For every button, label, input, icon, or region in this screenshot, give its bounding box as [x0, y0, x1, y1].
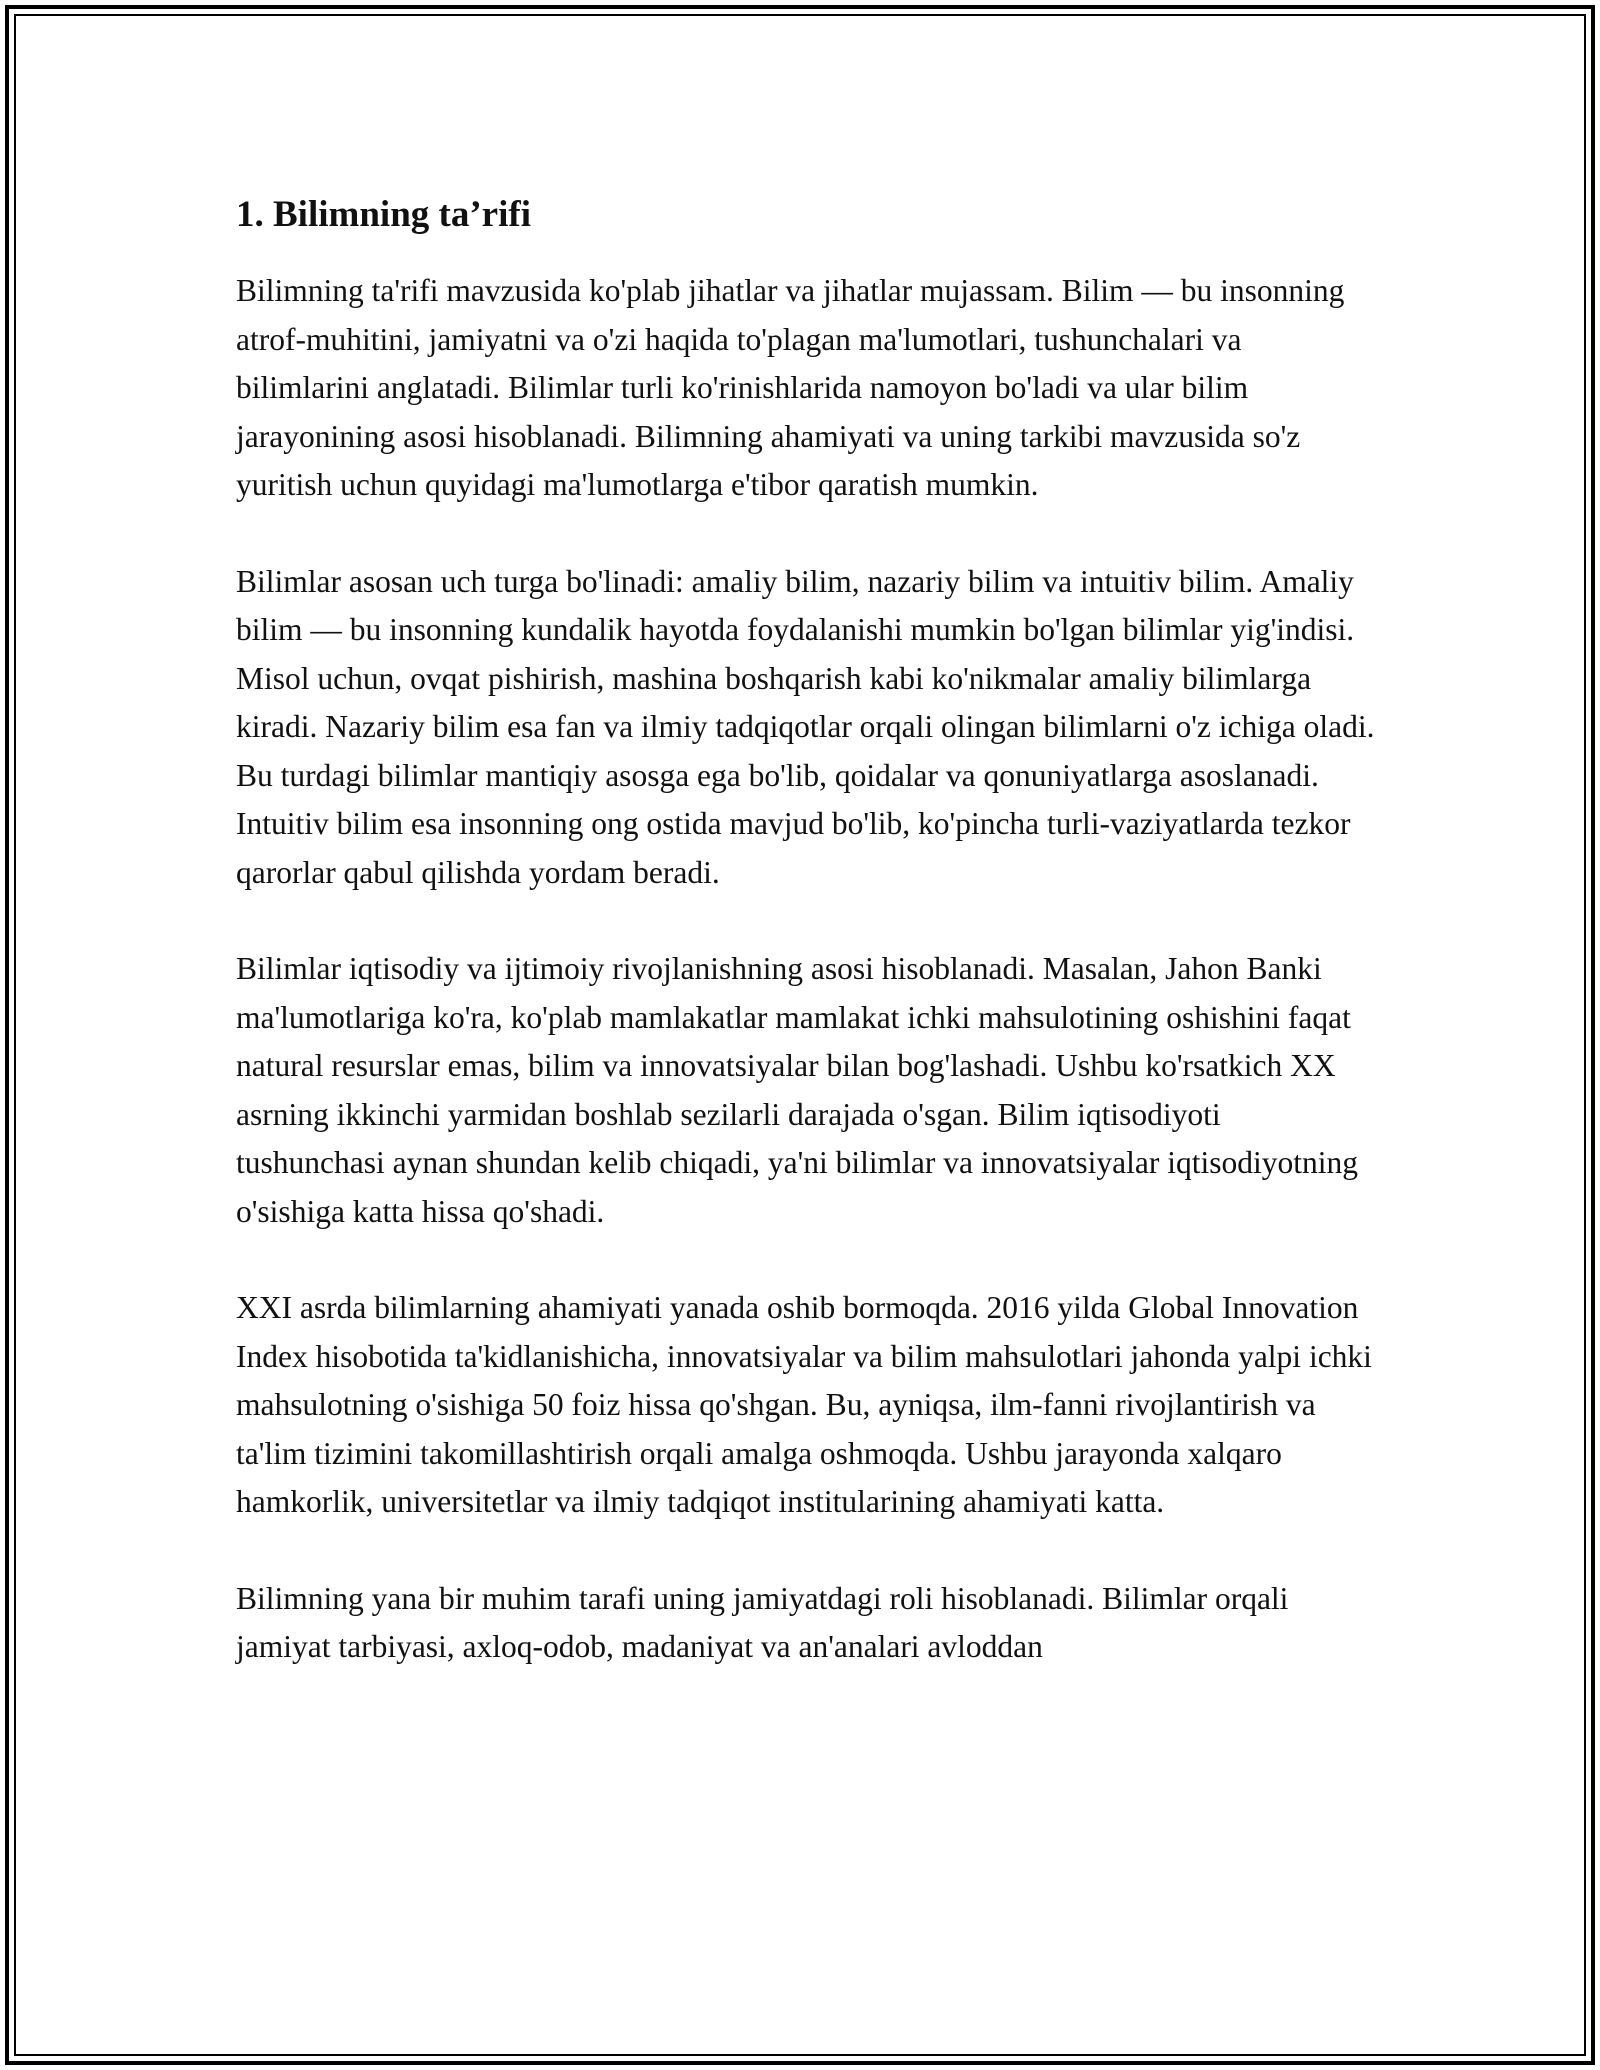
paragraph-21st-century: XXI asrda bilimlarning ahamiyati yanada oshib bormoqda. 2016 yilda Global Innovation Index hisobotida ta'kidlanishicha, innovatsiyalar va bilim mahsulotlari jahonda yalpi ichki mahsulotning o'sishiga 50 foiz hissa qo'shgan. Bu, ayniqsa, ilm-fanni rivojlantirish va ta'lim tizimini takomillashtirish orqali amalga oshmoqda. Ushbu jarayonda xalqaro hamkorlik, universitetlar va ilmiy tadqiqot institularining ahamiyati katta.: [236, 1290, 1372, 1519]
paragraph-society: Bilimning yana bir muhim tarafi uning jamiyatdagi roli hisoblanadi. Bilimlar orqali jamiyat tarbiyasi, axloq-odob, madaniyat va an'analari avloddan: [236, 1580, 1289, 1664]
paragraph-economy: Bilimlar iqtisodiy va ijtimoiy rivojlanishning asosi hisoblanadi. Masalan, Jahon Banki ma'lumotlariga ko'ra, ko'plab mamlakatlar mamlakat ichki mahsulotining oshishini faqat natural resurslar emas, bilim va innovatsiyalar bilan bog'lashadi. Ushbu ko'rsatkich XX asrning ikkinchi yarmidan boshlab sezilarli darajada o'sgan. Bilim iqtisodiyoti tushunchasi aynan shundan kelib chiqadi, ya'ni bilimlar va innovatsiyalar iqtisodiyotning o'sishiga katta hissa qo'shadi.: [236, 951, 1358, 1229]
document-body: [236, 185, 1376, 1720]
paragraph-definition: Bilimning ta'rifi mavzusida ko'plab jihatlar va jihatlar mujassam. Bilim — bu insonning atrof-muhitini, jamiyatni va o'zi haqida to'plagan ma'lumotlari, tushunchalari va bilimlarini anglatadi. Bilimlar turli ko'rinishlarida namoyon bo'ladi va ular bilim jarayonining asosi hisoblanadi. Bilimning ahamiyati va uning tarkibi mavzusida so'z yuritish uchun quyidagi ma'lumotlarga e'tibor qaratish mumkin.: [236, 273, 1345, 502]
paragraph-types: Bilimlar asosan uch turga bo'linadi: amaliy bilim, nazariy bilim va intuitiv bilim. Amaliy bilim — bu insonning kundalik hayotda foydalanishi mumkin bo'lgan bilimlar yig'indisi. Misol uchun, ovqat pishirish, mashina boshqarish kabi ko'nikmalar amaliy bilimlarga kiradi. Nazariy bilim esa fan va ilmiy tadqiqotlar orqali olingan bilimlarni o'z ichiga oladi. Bu turdagi bilimlar mantiqiy asosga ega bo'lib, qoidalar va qonuniyatlarga asoslanadi. Intuitiv bilim esa insonning ong ostida mavjud bo'lib, ko'pincha turli-vaziyatlarda tezkor qarorlar qabul qilishda yordam beradi.: [236, 563, 1375, 890]
section-heading: 1. Bilimning ta’rifi: [236, 194, 531, 235]
